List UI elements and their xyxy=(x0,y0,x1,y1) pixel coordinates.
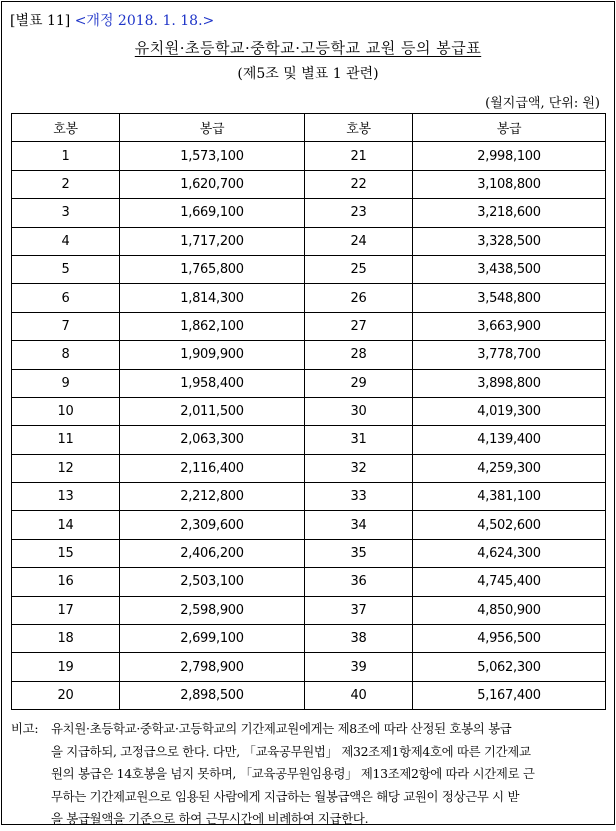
salary-table xyxy=(11,113,606,710)
step-cell: 29 xyxy=(305,369,413,397)
header-pay-right: 봉급 xyxy=(413,114,606,142)
pay-cell: 2,011,500 xyxy=(120,397,305,425)
pay-cell: 1,765,800 xyxy=(120,255,305,283)
pay-cell: 3,328,500 xyxy=(413,227,606,255)
step-cell: 13 xyxy=(12,483,120,511)
table-row xyxy=(12,369,606,397)
pay-cell: 2,212,800 xyxy=(120,483,305,511)
step-cell: 3 xyxy=(12,199,120,227)
note-line xyxy=(11,718,609,741)
step-cell: 26 xyxy=(305,284,413,312)
table-row xyxy=(12,142,606,170)
step-cell: 5 xyxy=(12,255,120,283)
pay-cell: 5,062,300 xyxy=(413,653,606,681)
step-cell: 10 xyxy=(12,397,120,425)
revision-date: <개정 2018. 1. 18.> xyxy=(74,13,215,29)
step-cell: 38 xyxy=(305,625,413,653)
note-label: 비고: xyxy=(11,721,39,736)
step-cell: 8 xyxy=(12,341,120,369)
pay-cell: 4,381,100 xyxy=(413,483,606,511)
table-row xyxy=(12,397,606,425)
header-step-left: 호봉 xyxy=(12,114,120,142)
table-row xyxy=(12,596,606,624)
table-row xyxy=(12,454,606,482)
pay-cell: 2,898,500 xyxy=(120,681,305,709)
pay-cell: 3,898,800 xyxy=(413,369,606,397)
step-cell: 34 xyxy=(305,511,413,539)
pay-cell: 1,620,700 xyxy=(120,170,305,198)
document-title-text: 유치원·초등학교·중학교·고등학교 교원 등의 봉급표 xyxy=(134,39,482,57)
note-text: 유치원·초등학교·중학교·고등학교의 기간제교원에게는 제8조에 따라 산정된 호봉의 봉급 xyxy=(51,721,512,736)
table-row xyxy=(12,681,606,709)
step-cell: 9 xyxy=(12,369,120,397)
remarks-note xyxy=(11,718,609,831)
pay-cell: 4,019,300 xyxy=(413,397,606,425)
step-cell: 14 xyxy=(12,511,120,539)
pay-cell: 1,573,100 xyxy=(120,142,305,170)
step-cell: 18 xyxy=(12,625,120,653)
table-row xyxy=(12,255,606,283)
step-cell: 37 xyxy=(305,596,413,624)
step-cell: 17 xyxy=(12,596,120,624)
table-row xyxy=(12,511,606,539)
step-cell: 35 xyxy=(305,539,413,567)
step-cell: 12 xyxy=(12,454,120,482)
pay-cell: 4,624,300 xyxy=(413,539,606,567)
note-line: 원의 봉급은 14호봉을 넘지 못하며, 「교육공무원임용령」 제13조제2항에 따라 시간제로 근 xyxy=(51,766,535,781)
step-cell: 16 xyxy=(12,568,120,596)
step-cell: 25 xyxy=(305,255,413,283)
table-row xyxy=(12,312,606,340)
header-pay-left: 봉급 xyxy=(120,114,305,142)
pay-cell: 3,438,500 xyxy=(413,255,606,283)
pay-cell: 5,167,400 xyxy=(413,681,606,709)
pay-cell: 3,778,700 xyxy=(413,341,606,369)
pay-cell: 1,814,300 xyxy=(120,284,305,312)
table-row xyxy=(12,284,606,312)
table-row xyxy=(12,426,606,454)
step-cell: 33 xyxy=(305,483,413,511)
table-row xyxy=(12,199,606,227)
pay-cell: 2,699,100 xyxy=(120,625,305,653)
step-cell: 11 xyxy=(12,426,120,454)
step-cell: 6 xyxy=(12,284,120,312)
step-cell: 21 xyxy=(305,142,413,170)
step-cell: 31 xyxy=(305,426,413,454)
pay-cell: 4,850,900 xyxy=(413,596,606,624)
step-cell: 32 xyxy=(305,454,413,482)
pay-cell: 2,503,100 xyxy=(120,568,305,596)
table-row xyxy=(12,341,606,369)
step-cell: 40 xyxy=(305,681,413,709)
document-subtitle: (제5조 및 별표 1 관련) xyxy=(237,66,379,82)
pay-cell: 4,956,500 xyxy=(413,625,606,653)
step-cell: 15 xyxy=(12,539,120,567)
step-cell: 24 xyxy=(305,227,413,255)
table-row xyxy=(12,170,606,198)
pay-cell: 1,958,400 xyxy=(120,369,305,397)
table-row xyxy=(12,539,606,567)
pay-cell: 2,798,900 xyxy=(120,653,305,681)
pay-cell: 3,108,800 xyxy=(413,170,606,198)
table-row xyxy=(12,227,606,255)
pay-cell: 4,502,600 xyxy=(413,511,606,539)
step-cell: 28 xyxy=(305,341,413,369)
pay-cell: 3,548,800 xyxy=(413,284,606,312)
pay-cell: 2,598,900 xyxy=(120,596,305,624)
pay-cell: 3,218,600 xyxy=(413,199,606,227)
pay-cell: 2,998,100 xyxy=(413,142,606,170)
salary-table-body xyxy=(12,142,606,710)
pay-cell: 4,139,400 xyxy=(413,426,606,454)
pay-cell: 2,116,400 xyxy=(120,454,305,482)
step-cell: 27 xyxy=(305,312,413,340)
annex-number: [별표 11] xyxy=(10,13,71,29)
step-cell: 7 xyxy=(12,312,120,340)
pay-cell: 1,909,900 xyxy=(120,341,305,369)
document-title xyxy=(2,37,614,58)
pay-cell: 2,063,300 xyxy=(120,426,305,454)
pay-cell: 4,259,300 xyxy=(413,454,606,482)
note-line: 을 지급하되, 고정급으로 한다. 다만, 「교육공무원법」 제32조제1항제4호에 따른 기간제교 xyxy=(51,743,531,759)
step-cell: 36 xyxy=(305,568,413,596)
step-cell: 39 xyxy=(305,653,413,681)
table-row xyxy=(12,653,606,681)
step-cell: 1 xyxy=(12,142,120,170)
header-step-right: 호봉 xyxy=(305,114,413,142)
table-row xyxy=(12,483,606,511)
pay-cell: 1,669,100 xyxy=(120,199,305,227)
note-line: 을 봉급월액을 기준으로 하여 근무시간에 비례하여 지급한다. xyxy=(51,811,369,826)
step-cell: 22 xyxy=(305,170,413,198)
table-header-row xyxy=(12,114,606,142)
table-row xyxy=(12,625,606,653)
pay-cell: 1,717,200 xyxy=(120,227,305,255)
table-row xyxy=(12,568,606,596)
pay-cell: 2,406,200 xyxy=(120,539,305,567)
note-line: 무하는 기간제교원으로 임용된 사람에게 지급하는 월봉급액은 해당 교원이 정상근무 시 받 xyxy=(51,788,520,804)
unit-note: (월지급액, 단위: 원) xyxy=(485,96,600,111)
step-cell: 23 xyxy=(305,199,413,227)
pay-cell: 2,309,600 xyxy=(120,511,305,539)
step-cell: 2 xyxy=(12,170,120,198)
document-page xyxy=(1,1,615,825)
step-cell: 30 xyxy=(305,397,413,425)
pay-cell: 4,745,400 xyxy=(413,568,606,596)
step-cell: 4 xyxy=(12,227,120,255)
annex-header xyxy=(10,10,214,30)
pay-cell: 3,663,900 xyxy=(413,312,606,340)
step-cell: 20 xyxy=(12,681,120,709)
step-cell: 19 xyxy=(12,653,120,681)
pay-cell: 1,862,100 xyxy=(120,312,305,340)
